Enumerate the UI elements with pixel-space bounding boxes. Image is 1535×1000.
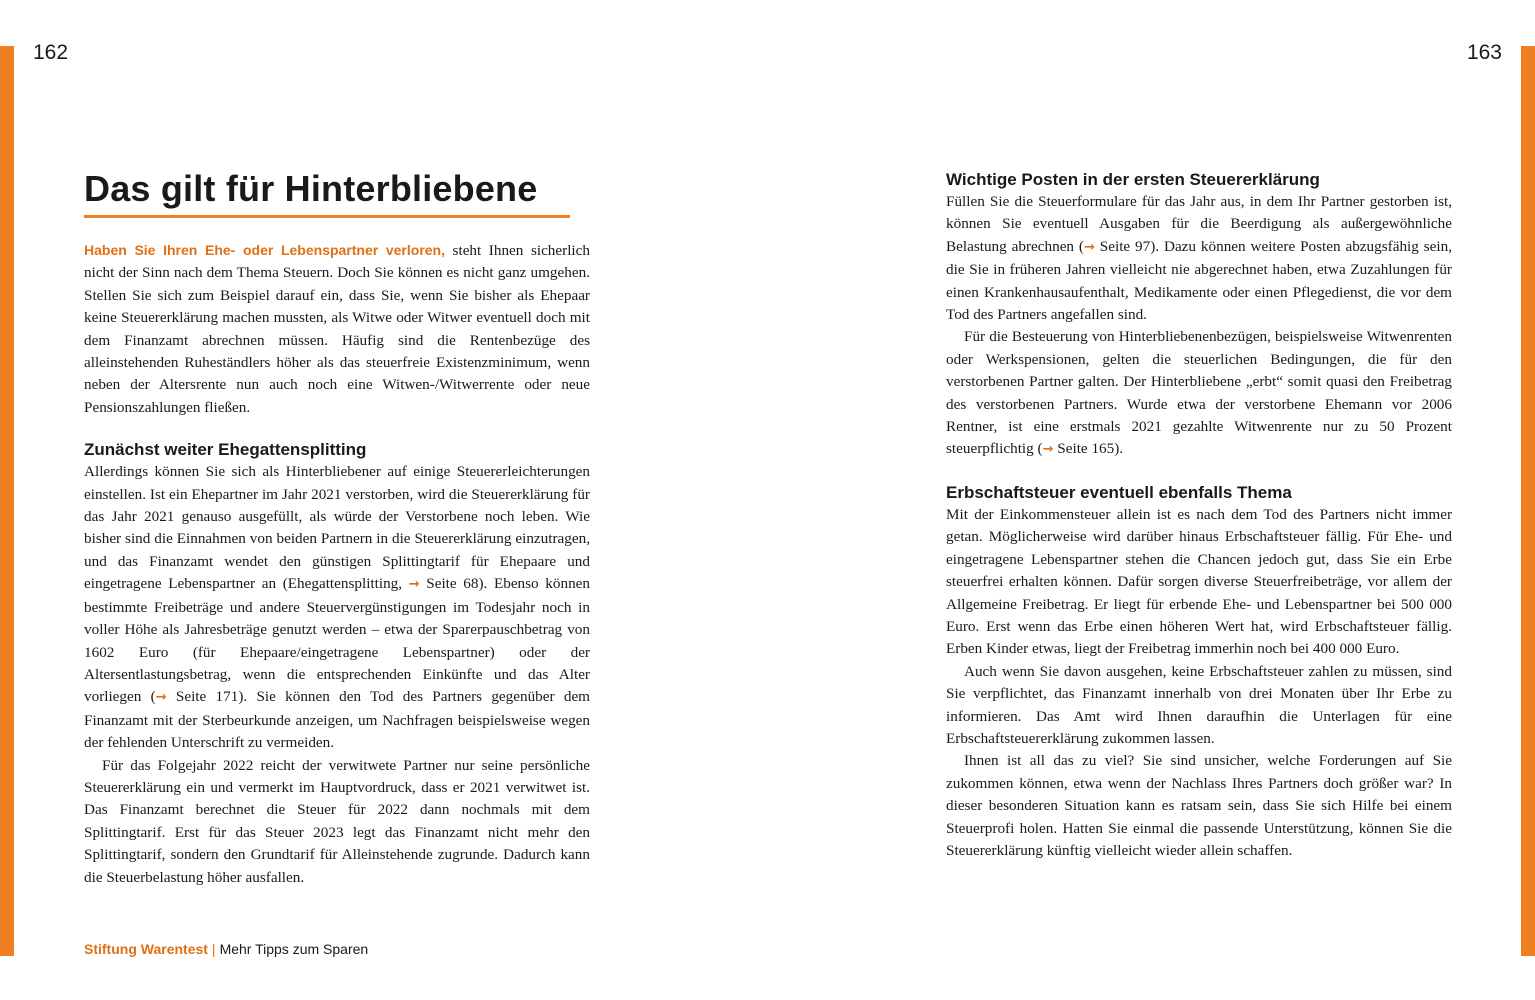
page-number-right: 163 [1466, 41, 1502, 64]
footer-separator: | [211, 941, 216, 957]
first-return-paragraph-1: Füllen Sie die Steuerformulare für das Jahr aus, in dem Ihr Partner gestorben ist, können Sie eventuell Ausgaben für die Beerdigung als außergewöhnliche Belastung abrechnen (→ Seite 97). Dazu können weitere Posten abzugsfähig sein, die Sie in früheren Jahren vielleicht nie abgerechnet haben, etwa Zuzahlungen für einen Krankenhausaufenthalt, Medikamente oder einen Pflegedienst, die vor dem Tod des Partners angefallen sind. [946, 193, 1452, 324]
left-page-edge-bar [0, 46, 14, 956]
splitting-paragraph-2: Für das Folgejahr 2022 reicht der verwitwete Partner nur seine persönliche Steuererklärung ein und vermerkt im Hauptvordruck, dass er 2021 verwitwet ist. Das Finanzamt berechnet die Steuer für 2022 dann nochmals mit dem Splittingtarif. Erst für das Steuer 2023 legt das Finanzamt nicht mehr den Splittingtarif, sondern den Grundtarif für Alleinstehende zugrunde. Dadurch kann die Steuerbelastung höher ausfallen. [84, 756, 590, 886]
reference-arrow-icon: → [1083, 239, 1095, 255]
page-reference-link[interactable]: Seite 97 [1099, 237, 1151, 255]
inheritance-paragraph-3: Ihnen ist all das zu viel? Sie sind unsicher, welche Forderungen auf Sie zukommen können, etwa wenn der Nachlass Ihres Partners doch größer war? In dieser besonderen Situation kann es ratsam sein, dass Sie sich Hilfe bei einem Steuerprofi holen. Hatten Sie einmal die passende Unterstützung, können Sie die Steuererklärung künftig vielleicht wieder allein schaffen. [946, 752, 1452, 859]
page-footer [84, 941, 368, 957]
page-reference-link[interactable]: Seite 68 [426, 575, 479, 593]
footer-series-title: Mehr Tipps zum Sparen [219, 941, 369, 957]
page-number-left: 162 [33, 41, 69, 64]
right-page-edge-bar [1521, 46, 1535, 956]
intro-text: steht Ihnen sicherlich nicht der Sinn nach dem Thema Steuern. Doch Sie können es nicht ganz umgehen. Stellen Sie sich zum Beispiel darauf ein, dass Sie, wenn Sie bisher als Ehepaar keine Steuererklärung machen mussten, als Witwe oder Witwer eventuell doch mit dem Finanzamt abrechnen müssen. Häufig sind die Rentenbezüge des alleinstehenden Ruheständlers höher als das steuerfreie Existenzminimum, wenn neben der Altersrente nun auch noch eine Witwen-/Witwerrente oder neue Pensionszahlungen fließen. [84, 242, 590, 416]
inheritance-paragraph-2: Auch wenn Sie davon ausgehen, keine Erbschaftsteuer zahlen zu müssen, sind Sie verpflichtet, das Finanzamt innerhalb von drei Monaten über Ihr Erbe zu informieren. Das Amt wird Ihnen daraufhin die Unterlagen für eine Erbschaftsteuererklärung zukommen lassen. [946, 662, 1452, 747]
reference-arrow-icon: → [1042, 442, 1054, 458]
page-reference-link[interactable]: Seite 165 [1057, 440, 1115, 458]
intro-paragraph [84, 239, 590, 419]
reference-arrow-icon: → [408, 577, 420, 593]
section-heading-inheritance-tax: Erbschaftsteuer eventuell ebenfalls Thema [946, 482, 1292, 502]
page-title: Das gilt für Hinterbliebene [84, 168, 538, 209]
page-reference-link[interactable]: Seite 171 [175, 688, 239, 706]
section-heading-first-return: Wichtige Posten in der ersten Steuererklärung [946, 170, 1320, 189]
footer-brand: Stiftung Warentest [84, 941, 208, 957]
inheritance-paragraph-1: Mit der Einkommensteuer allein ist es nach dem Tod des Partners nicht immer getan. Möglicherweise wird darüber hinaus Erbschaftsteuer fällig. Für Ehe- und eingetragene Lebenspartner stehen die Chancen jedoch gut, dass Sie ein Erbe steuerfrei erhalten können. Dafür sorgen diverse Steuerfreibeträge, vor allem der Allgemeine Freibetrag. Er liegt für erbende Ehe- und Lebenspartner bei 500 000 Euro. Erst wenn das Erbe einen höheren Wert hat, wird Erbschaftsteuer fällig. Erben Kinder etwas, liegt der Freibetrag immerhin noch bei 400 000 Euro. [946, 505, 1452, 658]
intro-lead: Haben Sie Ihren Ehe- oder Lebenspartner verloren, [84, 242, 445, 258]
splitting-paragraph-1: Allerdings können Sie sich als Hinterbliebener auf einige Steuererleichterungen einstellen. Ist ein Ehepartner im Jahr 2021 verstorben, wird die Steuererklärung für das Jahr 2021 genauso ausgefüllt, als würde der Verstorbene noch leben. Wie bisher sind die Einnahmen von beiden Partnern in die Steuererklärung einzutragen, und das Finanzamt wendet den günstigen Splittingtarif für Ehepaare und eingetragene Lebenspartner an (Ehegattensplitting, → Seite 68). Ebenso können bestimmte Freibeträge und andere Steuervergünstigungen im Todesjahr noch in voller Höhe als Jahresbeträge genutzt werden – etwa der Sparerpauschbetrag von 1602 Euro (für Ehepaare/eingetragene Lebenspartner) oder der Altersentlastungsbetrag, wenn die entsprechenden Einkünfte und das Alter vorliegen (→ Seite 171). Sie können den Tod des Partners gegenüber dem Finanzamt mit der Sterbeurkunde anzeigen, um Nachfragen beispielsweise wegen der fehlenden Unterschrift zu vermeiden. [84, 463, 591, 752]
right-column [946, 169, 1452, 862]
left-column [84, 239, 590, 889]
section-heading-splitting: Zunächst weiter Ehegattensplitting [84, 440, 367, 460]
title-underline [84, 215, 570, 218]
first-return-paragraph-2: Für die Besteuerung von Hinterbliebenenbezügen, beispielsweise Witwenrenten oder Werkspensionen, gelten die steuerlichen Bedingungen, die für den verstorbenen Partner galten. Der Hinterbliebene „erbt“ somit quasi den Freibetrag des verstorbenen Partners. Wurde etwa der verstorbene Ehemann vor 2006 Rentner, ist eine erstmals 2021 gezahlte Witwenrente nur zu 50 Prozent steuerpflichtig (→ Seite 165). [946, 328, 1452, 458]
reference-arrow-icon: → [155, 690, 167, 706]
